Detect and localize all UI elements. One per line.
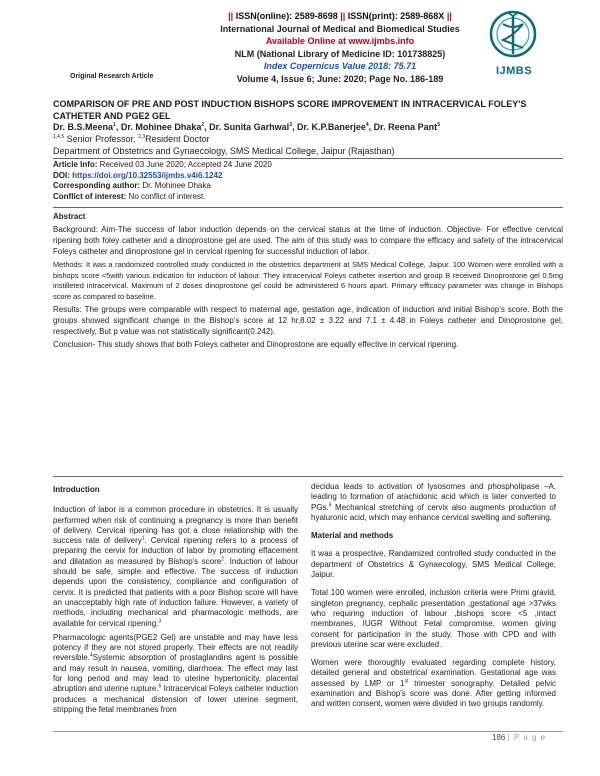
author: Dr. Sunita Garhwal <box>209 122 290 132</box>
logo-text: IJMBS <box>495 65 533 77</box>
nlm-id: NLM (National Library of Medicine ID: 101738825) <box>234 48 446 59</box>
author: Dr. Reena Pant <box>373 122 438 132</box>
affiliation-roles: $^{1,4,5}$ Senior Professor, $^{2,3}$Resident Doctor <box>53 134 210 144</box>
doi-link[interactable]: https://doi.org/10.32553/ijmbs.v4i6.1242 <box>72 170 223 180</box>
author: Dr. Mohinee Dhaka <box>120 122 202 132</box>
author-list: Dr. B.S.Meena$^1$, Dr. Mohinee Dhaka$^2$, Dr. Sunita Garhwal$^3$, Dr. K.P.Banerjee$^4$, Dr. Reena Pant$^5$ <box>53 122 440 132</box>
journal-header <box>0 0 600 92</box>
methods-paragraph: Women were thoroughly evaluated regarding complete history, detailed general and obstetrical examination. Gestational age was assessed by LMP or 1st trimester sonography. Detailed pelvic examination and Bishop's score was done. After getting informed and written consent, women were divided in two groups randomly. <box>311 658 556 709</box>
intro-paragraph: Induction of labor is a common procedure in obstetrics. It is usually performed when risk of continuing a pregnancy is more than benefit of delivery. Cervical ripening has got a close relationship with the success rate of delivery$^1$. Cervical ripening refers to a process of preparing the cervix for induction of labor by promoting effacement and dilatation as measured by Bishop's score$^2$. Induction of labour should be safe, simple and effective. The success of induction depends upon the consistency, compliance and configuration of cervix. It is predicted that patients with a poor Bishop score will have an unacceptably high rate of induction failure. However, a variety of methods, including mechanical and pharmacologic methods, are available for cervical ripening.$^3$ <box>53 505 298 628</box>
footer-divider <box>53 731 563 732</box>
methods-heading: Material and methods <box>311 531 394 541</box>
article-type: Original Research Article <box>70 73 154 80</box>
left-column <box>53 484 298 719</box>
page-number: 186 | P a g e <box>492 733 547 742</box>
journal-info <box>200 10 480 85</box>
index-copernicus: Index Copernicus Value 2018: 75.71 <box>263 61 417 71</box>
abstract-heading: Abstract <box>53 212 86 221</box>
article-info: Article Info: Received 03 June 2020; Accepted 24 June 2020 DOI: https://doi.org/10.32553/ijmbs.v4i6.1242 Corresponding author: Dr. Mohinee Dhaka Conflict of interest: No conflict of interest. <box>53 160 272 201</box>
issn-line: || ISSN(online): 2589-8698 || ISSN(print): 2589-868X || <box>228 11 452 21</box>
abstract-results: Results: The groups were comparable with respect to maternal age, gestation age, indication of induction and initial Bishop's score. Both the groups showed significant change in the Bishop's score at 12 hr,8.02 ± 3.22 and 7.1 ± 4.48 in Foleys catheter and Dinoprostone gel, respectively, But p value was not statistically significant(0.242). <box>53 305 563 337</box>
abstract-conclusion: Conclusion- This study shows that both Foleys catheter and Dinoprostone are equally effective in cervical ripening. <box>53 339 459 349</box>
available-online[interactable]: Available Online at www.ijmbs.info <box>265 36 415 46</box>
abstract <box>53 212 563 353</box>
volume-issue: Volume 4, Issue 6; June: 2020; Page No. 186-189 <box>236 73 444 84</box>
intro-paragraph: Pharmacologic agents(PGE2 Gel) are unstable and may have less potency if they are not stored properly. Their effects are not readily reversible.$^4$Systemic absorption of prostaglandins agent is possible and may result in nausea, vomiting, diarrhoea. The effect may last for long period and may lead to uterine hypertonicity, placental abruption and uterine rupture.$^5$ Intracervical Foleys catheter induction produces a mechanical distension of lower uterine segment, stripping the fetal membranes from <box>53 632 299 714</box>
right-column <box>311 482 556 718</box>
author: Dr. K.P.Banerjee <box>296 122 366 132</box>
abstract-background: Background: Aim-The success of labor induction depends on the cervical status at the time of induction. Objective- For effective cervical ripening both foley catheter and a dinoprostone gel are used. The aim of this study was to compare the efficacy and safety of the intracervical Foleys catheter and dinoprostone gel in cervical ripening for successful induction of labor. <box>53 224 563 256</box>
author: Dr. B.S.Meena <box>53 122 114 132</box>
intro-heading: Introduction <box>53 485 100 494</box>
divider <box>53 158 563 159</box>
body-paragraph: decidua leads to activation of lysosomes and phospholipase –A, leading to formation of arachidonic acid which is later converted to PGs.$^6$ Mechanical stretching of cervix also augments production of hyaluronic acid, which may enhance cervical swelling and softening. <box>311 482 556 522</box>
divider <box>53 207 563 208</box>
article-title: COMPARISON OF PRE AND POST INDUCTION BISHOPS SCORE IMPROVEMENT IN INTRACERVICAL FOLEY'S CATHETER AND PGE2 GEL <box>53 99 527 121</box>
divider <box>53 476 563 477</box>
journal-name: International Journal of Medical and Biomedical Studies <box>220 23 460 34</box>
abstract-methods: Methods: It was a randomized controlled study conducted in the obstetrics department at SMS Medical College, Jaipur. 100 Women were enrolled with a bishops score <5with various indication for induction of labour. They intracervical Foleys catheter insertion and group B received Dinoprostone gel 0.5mg instilleted intracervical. Maximum of 2 doses dinoprostone gel could be administered 6 hours apart. Primary efficacy parameter was change in Bishops score as compared to baseline. <box>53 259 563 302</box>
methods-paragraph: Total 100 women were enrolled, inclusion criteria were Primi gravid, singleton pregnancy, cephalic presentation ,gestational age >37wks who requiring induction of labour ,bishops score <5 ,intact membranes, IUGR Without Fetal compromise, women giving consent for participation in the study. Those with CPD and with previous uterine scar were excluded. <box>311 588 556 649</box>
affiliation-department: Department of Obstetrics and Gynaecology, SMS Medical College, Jaipur (Rajasthan) <box>53 146 395 156</box>
methods-paragraph: It was a prospective, Randamized controlled study conducted in the department of Obstetrics & Gynaecology, SMS Medical College, Jaipur. <box>311 549 556 580</box>
